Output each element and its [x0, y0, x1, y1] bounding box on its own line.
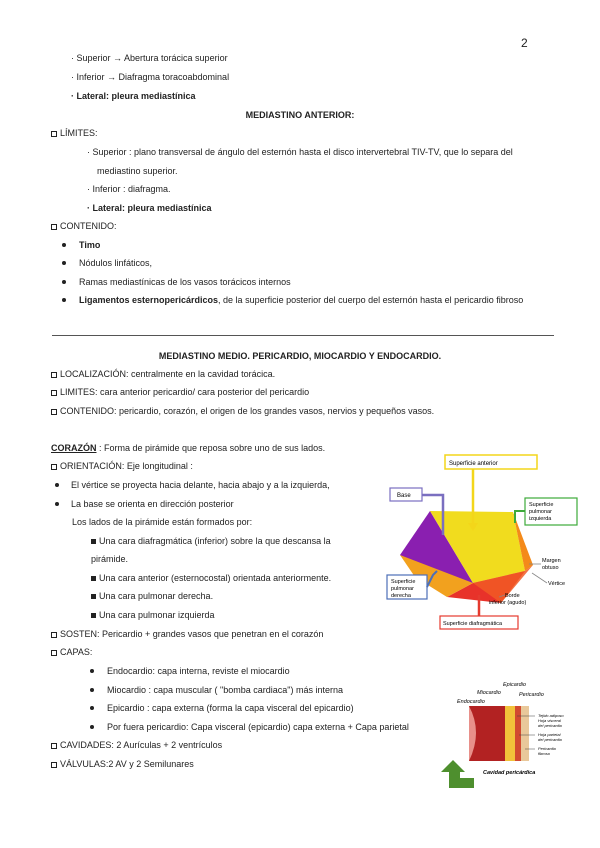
content-item-ramas [62, 276, 291, 288]
prev-limit-lateral: · Lateral: pleura mediastínica [71, 91, 196, 101]
medio-title: MEDIASTINO MEDIO. PERICARDIO, MIOCARDIO Y ENDOCARDIO. [158, 351, 442, 361]
adipose-layer [505, 706, 515, 761]
corazon-desc: Forma de pirámide que reposa sobre uno de sus lados. [104, 443, 326, 453]
cavidades-text: CAVIDADES: 2 Aurículas + 2 ventrículos [60, 740, 223, 750]
side-anterior-text: Una cara anterior (esternocostal) orientada anteriormente. [99, 573, 332, 583]
anterior-limits-heading [51, 127, 98, 139]
bullet-icon [62, 298, 66, 302]
label-pulm-der-2: pulmonar [391, 586, 414, 592]
checkbox-icon [51, 224, 57, 230]
capas-label: CAPAS: [60, 647, 93, 657]
content-text-timo: Timo [79, 240, 101, 250]
connector-vertice [532, 573, 547, 583]
orientacion [51, 460, 193, 472]
capa-endocardio [90, 665, 290, 677]
label-pulm-der-1: Superficie [391, 579, 416, 585]
square-bullet-icon [91, 613, 96, 618]
content-item-ligamentos [62, 294, 523, 306]
section-divider [52, 335, 554, 336]
anterior-limits-label: LÍMITES: [60, 128, 98, 138]
capa-epicardio [90, 702, 354, 714]
label-pulm-izq-2: pulmonar [529, 509, 552, 515]
label-cavidad: Cavidad pericárdica [483, 770, 536, 776]
content-text-ramas: Ramas mediastínicas de los vasos torácicos internos [79, 277, 291, 287]
sosten-text: SOSTEN: Pericardio + grandes vasos que penetran en el corazón [60, 629, 324, 639]
bullet-icon [62, 243, 66, 247]
checkbox-icon [51, 743, 57, 749]
side-pulmonar-derecha-text: Una cara pulmonar derecha. [99, 591, 214, 601]
anterior-limit-superior-cont: mediastino superior. [97, 166, 178, 176]
side-anterior [91, 572, 331, 584]
orient-bullet-vertice-text: El vértice se proyecta hacia delante, hacia abajo y a la izquierda, [71, 480, 330, 490]
anterior-limit-lateral: · Lateral: pleura mediastínica [87, 203, 212, 213]
label-pulm-izq-1: Superficie [529, 502, 554, 508]
orient-bullet-base-text: La base se orienta en dirección posterior [71, 499, 234, 509]
bullet-icon [90, 725, 94, 729]
checkbox-icon [51, 390, 57, 396]
label-pulm-izq-3: izquierda [529, 516, 552, 522]
corazon-colon: : [96, 443, 105, 453]
label-margen-2: obtuso [542, 565, 559, 571]
medio-limites-text: LIMITES: cara anterior pericardio/ cara posterior del pericardio [60, 387, 310, 397]
label-endocardio: Endocardio [457, 699, 485, 705]
content-item-timo [62, 239, 100, 251]
side-pulmonar-izquierda [91, 609, 215, 621]
page-number: 2 [521, 36, 528, 50]
side-diafragmatica-cont: pirámide. [91, 554, 129, 564]
label-borde-2: inferior (agudo) [489, 600, 527, 606]
label-pulm-der-3: derecha [391, 593, 411, 599]
label-r1-1: Tejido adiposo [538, 713, 564, 718]
green-arrow-icon [441, 760, 474, 788]
medio-contenido-text: CONTENIDO: pericardio, corazón, el origen de los grandes vasos, nervios y pequeños vasos. [60, 406, 435, 416]
square-bullet-icon [91, 539, 96, 544]
bullet-icon [55, 502, 59, 506]
label-vertice: Vértice [548, 581, 566, 587]
heart-pyramid-figure [375, 445, 590, 645]
bullet-icon [62, 280, 66, 284]
parietal-layer [515, 706, 521, 761]
checkbox-icon [51, 762, 57, 768]
bullet-icon [62, 261, 66, 265]
side-diafragmatica-text: Una cara diafragmática (inferior) sobre la que descansa la [99, 536, 331, 546]
side-pulmonar-izquierda-text: Una cara pulmonar izquierda [99, 610, 215, 620]
bullet-icon [90, 706, 94, 710]
content-text-nodulos: Nódulos linfáticos, [79, 258, 153, 268]
square-bullet-icon [91, 594, 96, 599]
connector-pulm-izq [515, 511, 525, 523]
bullet-icon [90, 669, 94, 673]
anterior-limit-superior: · Superior : plano transversal de ángulo del esternón hasta el disco intervertebral TIV-TV, que lo separa del [87, 147, 513, 157]
prev-limit-superior: · Superior → Abertura torácica superior [71, 53, 228, 63]
capa-pericardio-text: Por fuera pericardio: Capa visceral (epicardio) capa externa + Capa parietal [107, 722, 409, 732]
label-margen-1: Margen [542, 558, 561, 564]
capa-pericardio [90, 721, 409, 733]
label-anterior: Superficie anterior [449, 461, 498, 467]
side-diafragmatica [91, 535, 331, 547]
medio-localizacion [51, 368, 275, 380]
label-borde-1: Borde [505, 593, 520, 599]
prev-limit-inferior: · Inferior → Diafragma toracoabdominal [71, 72, 230, 82]
label-miocardio: Miocardio [477, 690, 501, 696]
sides-intro: Los lados de la pirámide están formados por: [72, 517, 253, 527]
label-r2-1: Hoja parietal [538, 732, 561, 737]
square-bullet-icon [91, 576, 96, 581]
capa-epicardio-text: Epicardio : capa externa (forma la capa visceral del epicardio) [107, 703, 354, 713]
anterior-content-heading [51, 220, 117, 232]
anterior-content-label: CONTENIDO: [60, 221, 117, 231]
orient-bullet-base [55, 498, 234, 510]
label-epicardio: Epicardio [503, 682, 526, 688]
label-r2-2: del pericardio [538, 737, 563, 742]
label-diafragm: Superficie diafragmática [443, 621, 503, 627]
content-item-nodulos [62, 257, 152, 269]
checkbox-icon [51, 632, 57, 638]
capas-heading [51, 646, 92, 658]
label-r3-1: Pericardio [538, 746, 557, 751]
fibrous-layer [521, 706, 529, 761]
cavidades [51, 739, 222, 751]
capa-miocardio [90, 684, 343, 696]
label-r3-2: fibroso [538, 751, 551, 756]
anterior-title: MEDIASTINO ANTERIOR: [245, 110, 355, 120]
capa-endocardio-text: Endocardio: capa interna, reviste el miocardio [107, 666, 290, 676]
label-r1-2: Hoja visceral [538, 718, 561, 723]
medio-contenido [51, 405, 434, 417]
medio-localizacion-text: LOCALIZACIÓN: centralmente en la cavidad torácica. [60, 369, 276, 379]
ligaments-bold: Ligamentos esternopericárdicos [79, 295, 219, 305]
checkbox-icon [51, 464, 57, 470]
sosten [51, 628, 323, 640]
ligaments-rest: , de la superficie posterior del cuerpo del esternón hasta el pericardio fibroso [218, 295, 524, 305]
capa-miocardio-text: Miocardio : capa muscular ( "bomba cardiaca") más interna [107, 685, 343, 695]
orient-bullet-vertice [55, 479, 330, 491]
label-r1-3: del pericardio [538, 723, 563, 728]
checkbox-icon [51, 650, 57, 656]
side-pulmonar-derecha [91, 590, 213, 602]
heart-layers-figure [443, 672, 583, 797]
valvulas [51, 758, 194, 770]
label-pericardio: Pericardio [519, 692, 544, 698]
label-base: Base [397, 493, 411, 499]
bullet-icon [55, 483, 59, 487]
orientacion-text: ORIENTACIÓN: Eje longitudinal : [60, 461, 193, 471]
checkbox-icon [51, 372, 57, 378]
checkbox-icon [51, 409, 57, 415]
corazon-heading [51, 442, 325, 454]
bullet-icon [90, 688, 94, 692]
valvulas-text: VÁLVULAS:2 AV y 2 Semilunares [60, 759, 194, 769]
medio-limites [51, 386, 309, 398]
corazon-label: CORAZÓN [51, 443, 97, 453]
checkbox-icon [51, 131, 57, 137]
anterior-limit-inferior: · Inferior : diafragma. [87, 184, 171, 194]
